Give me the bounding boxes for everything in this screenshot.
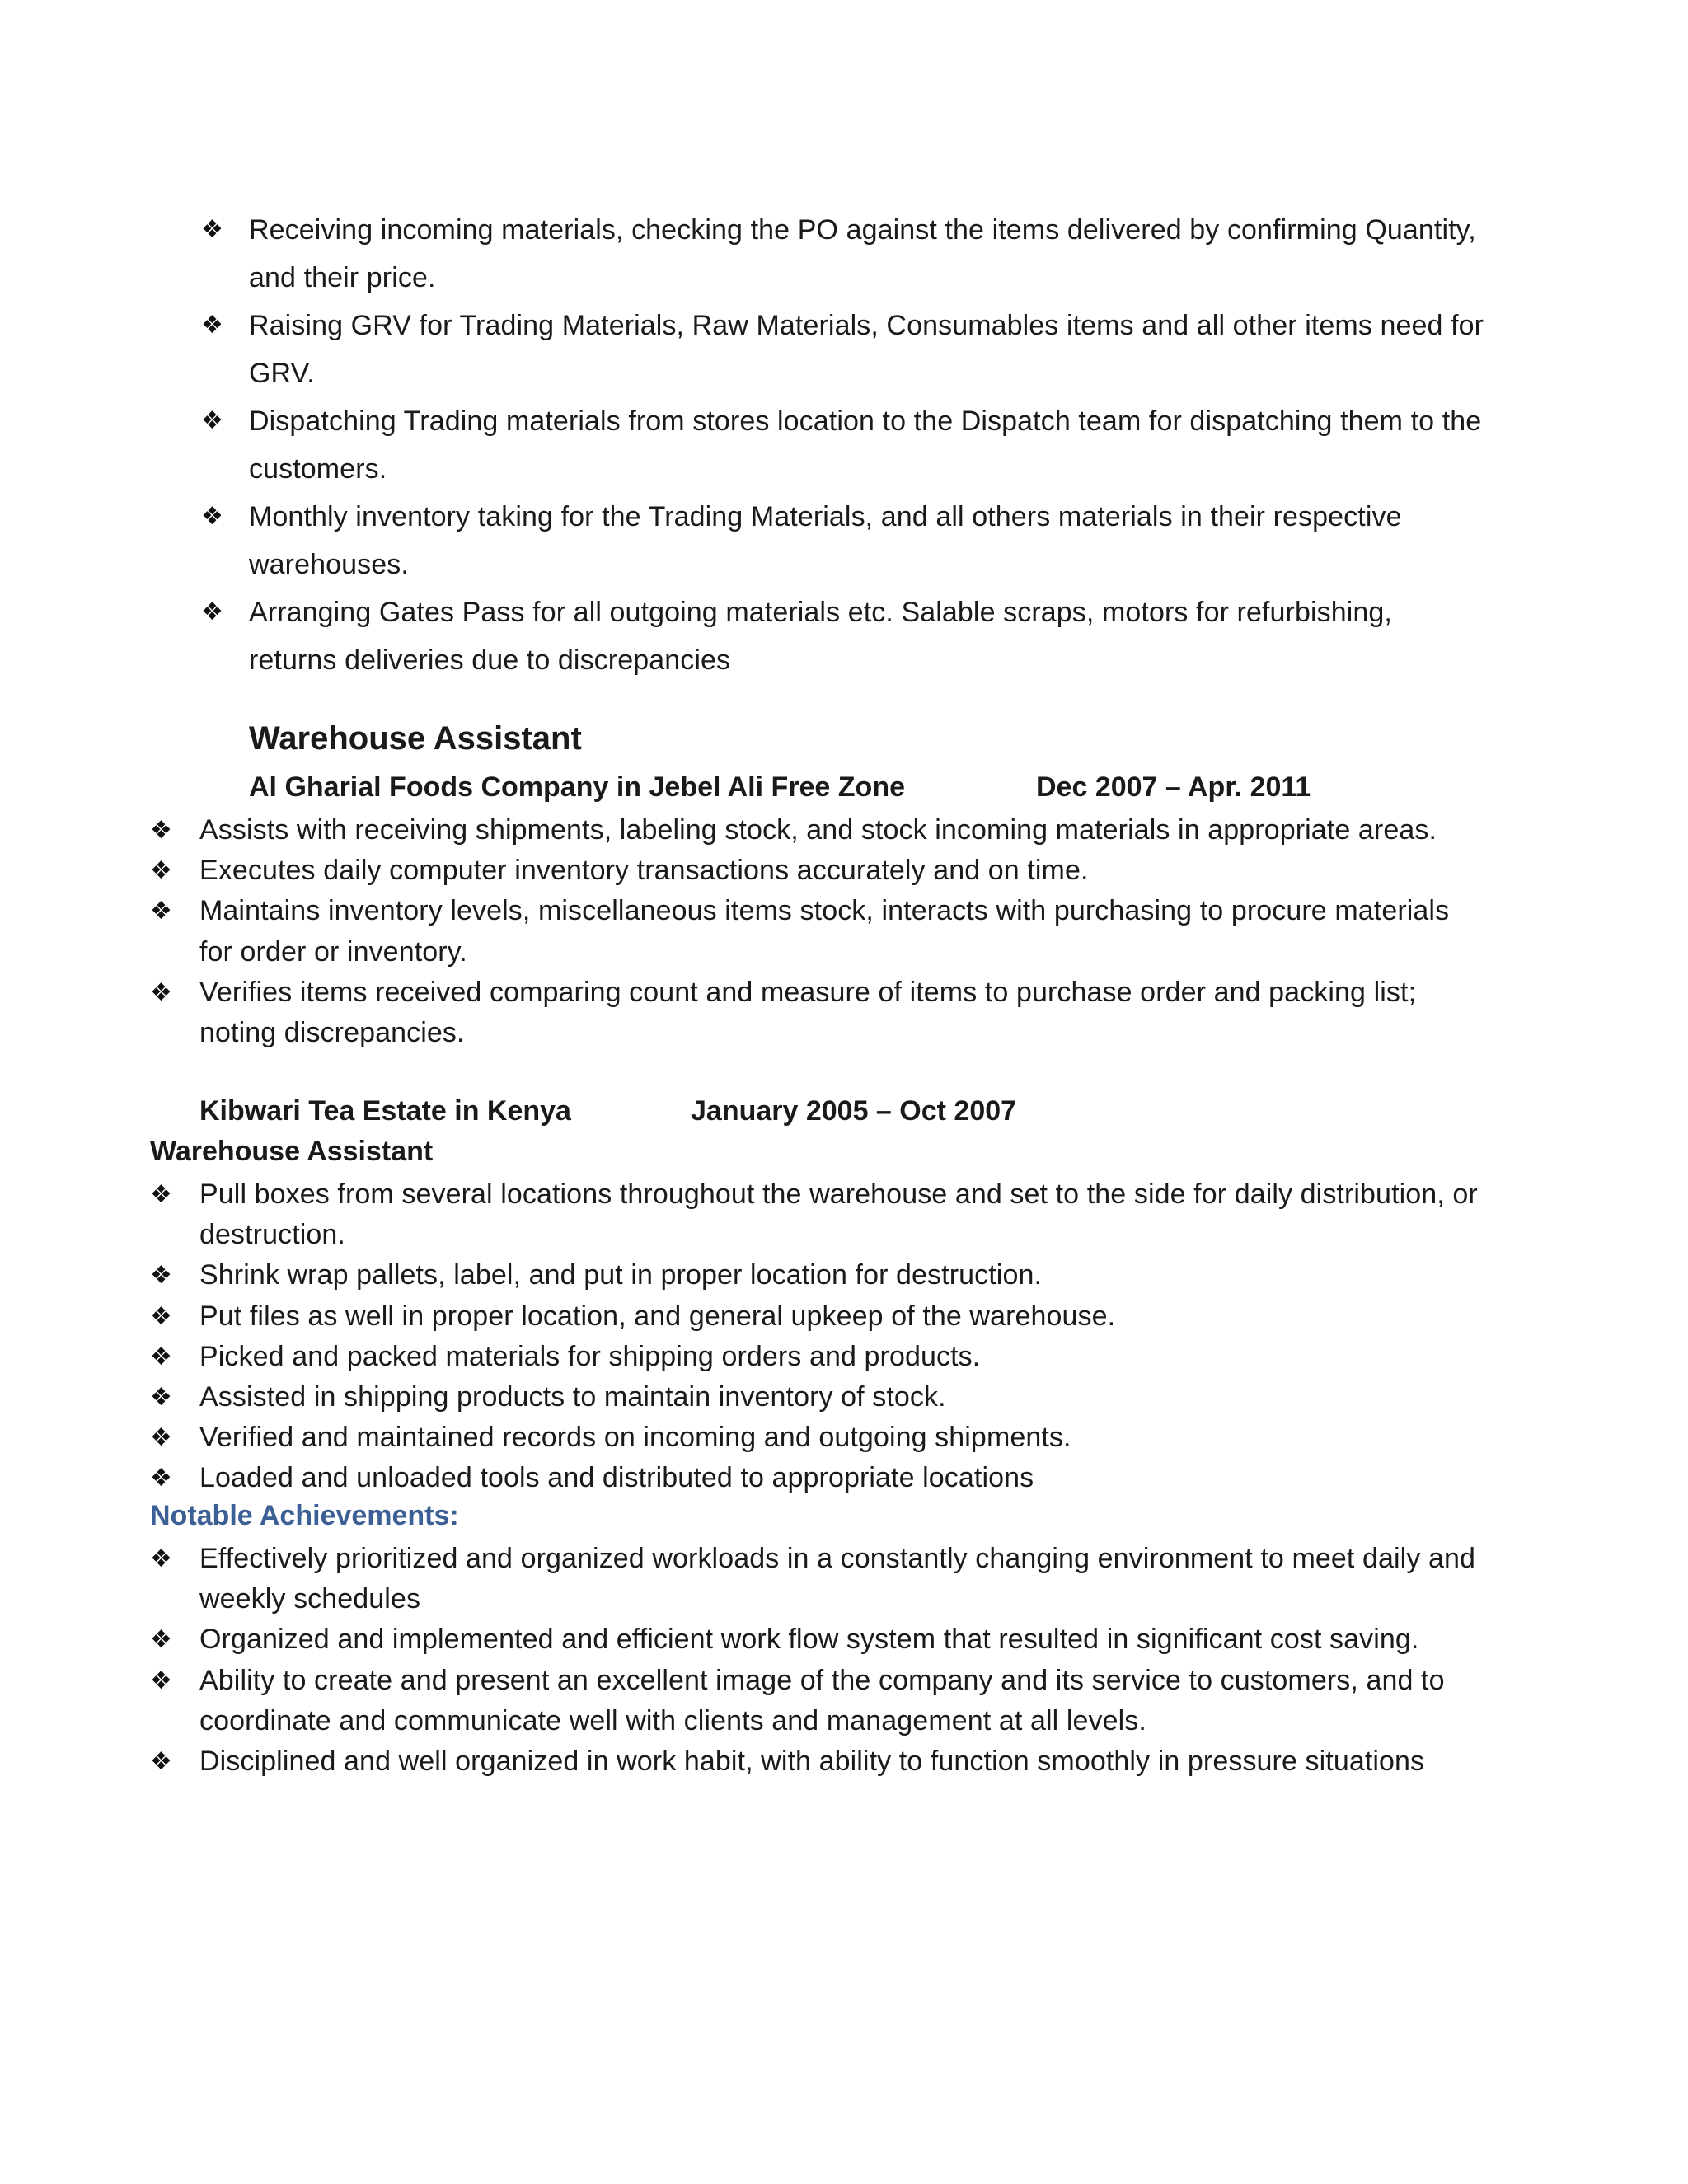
job1-company: Al Gharial Foods Company in Jebel Ali Free Zone bbox=[249, 771, 905, 803]
list-item-text: Effectively prioritized and organized workloads in a constantly changing environment to meet daily and weekly schedules bbox=[199, 1543, 1476, 1615]
responsibilities-list bbox=[201, 206, 1487, 684]
job2-company: Kibwari Tea Estate in Kenya bbox=[199, 1095, 571, 1127]
list-item-text: Assists with receiving shipments, labeling stock, and stock incoming materials in appropriate areas. bbox=[199, 814, 1437, 846]
list-item-text: Put files as well in proper location, and general upkeep of the warehouse. bbox=[199, 1300, 1116, 1332]
list-item bbox=[201, 588, 1487, 684]
list-item bbox=[150, 972, 1485, 1053]
list-item-text: Arranging Gates Pass for all outgoing materials etc. Salable scraps, motors for refurbishing, returns deliveries due to discrepancies bbox=[249, 597, 1392, 676]
diamond-bullet-icon: ❖ bbox=[150, 977, 172, 1007]
achievements-list bbox=[150, 1539, 1485, 1782]
job1-dates: Dec 2007 – Apr. 2011 bbox=[1036, 771, 1311, 803]
list-item bbox=[150, 1377, 1485, 1418]
list-item bbox=[201, 397, 1487, 493]
list-item bbox=[150, 1418, 1485, 1458]
list-item bbox=[150, 1337, 1485, 1377]
diamond-bullet-icon: ❖ bbox=[150, 816, 172, 845]
diamond-bullet-icon: ❖ bbox=[150, 1383, 172, 1413]
diamond-bullet-icon: ❖ bbox=[201, 406, 223, 435]
diamond-bullet-icon: ❖ bbox=[150, 1747, 172, 1777]
job1-duties-list bbox=[150, 810, 1485, 1053]
list-item bbox=[150, 1619, 1485, 1660]
diamond-bullet-icon: ❖ bbox=[150, 1301, 172, 1331]
list-item bbox=[201, 493, 1487, 588]
diamond-bullet-icon: ❖ bbox=[150, 1180, 172, 1209]
diamond-bullet-icon: ❖ bbox=[150, 1342, 172, 1371]
list-item bbox=[150, 1255, 1485, 1296]
list-item-text: Monthly inventory taking for the Trading Materials, and all others materials in their respective warehouses. bbox=[249, 501, 1402, 580]
list-item-text: Executes daily computer inventory transactions accurately and on time. bbox=[199, 855, 1089, 887]
list-item bbox=[150, 1741, 1485, 1782]
list-item-text: Pull boxes from several locations throughout the warehouse and set to the side for daily distribution, or destruction. bbox=[199, 1179, 1478, 1251]
list-item-text: Disciplined and well organized in work habit, with ability to function smoothly in pressure situations bbox=[199, 1746, 1425, 1778]
list-item bbox=[150, 1174, 1485, 1255]
job2-title: Warehouse Assistant bbox=[150, 1136, 434, 1167]
diamond-bullet-icon: ❖ bbox=[150, 856, 172, 886]
list-item bbox=[201, 206, 1487, 302]
list-item bbox=[150, 891, 1485, 972]
diamond-bullet-icon: ❖ bbox=[150, 1666, 172, 1695]
list-item bbox=[150, 1661, 1485, 1741]
list-item bbox=[201, 302, 1487, 397]
list-item-text: Assisted in shipping products to maintain inventory of stock. bbox=[199, 1381, 946, 1413]
diamond-bullet-icon: ❖ bbox=[150, 1261, 172, 1291]
list-item bbox=[150, 1539, 1485, 1619]
diamond-bullet-icon: ❖ bbox=[201, 311, 223, 340]
diamond-bullet-icon: ❖ bbox=[150, 1625, 172, 1655]
job1-title: Warehouse Assistant bbox=[249, 720, 582, 757]
list-item-text: Picked and packed materials for shipping orders and products. bbox=[199, 1340, 981, 1372]
list-item-text: Verifies items received comparing count and measure of items to purchase order and packing list; noting discrepancies. bbox=[199, 976, 1417, 1049]
list-item-text: Raising GRV for Trading Materials, Raw Materials, Consumables items and all other items need for GRV. bbox=[249, 310, 1484, 389]
list-item-text: Dispatching Trading materials from stores location to the Dispatch team for dispatching them to the customers. bbox=[249, 405, 1482, 485]
list-item bbox=[150, 1296, 1485, 1337]
job2-dates: January 2005 – Oct 2007 bbox=[691, 1095, 1017, 1127]
list-item-text: Receiving incoming materials, checking the PO against the items delivered by confirming Quantity, and their price. bbox=[249, 214, 1476, 293]
list-item-text: Shrink wrap pallets, label, and put in proper location for destruction. bbox=[199, 1259, 1043, 1291]
diamond-bullet-icon: ❖ bbox=[150, 1423, 172, 1453]
list-item-text: Maintains inventory levels, miscellaneous items stock, interacts with purchasing to procure materials for order or inventory. bbox=[199, 895, 1450, 968]
list-item bbox=[150, 1458, 1485, 1498]
list-item-text: Ability to create and present an excellent image of the company and its service to customers, and to coordinate and communicate well with clients and management at all levels. bbox=[199, 1664, 1445, 1736]
diamond-bullet-icon: ❖ bbox=[150, 897, 172, 926]
diamond-bullet-icon: ❖ bbox=[150, 1464, 172, 1493]
diamond-bullet-icon: ❖ bbox=[201, 215, 223, 244]
achievements-heading: Notable Achievements: bbox=[150, 1500, 459, 1531]
list-item bbox=[150, 851, 1485, 891]
list-item-text: Verified and maintained records on incoming and outgoing shipments. bbox=[199, 1422, 1071, 1454]
diamond-bullet-icon: ❖ bbox=[201, 598, 223, 626]
diamond-bullet-icon: ❖ bbox=[150, 1544, 172, 1573]
job2-duties-list bbox=[150, 1174, 1485, 1499]
list-item-text: Organized and implemented and efficient work flow system that resulted in significant cost saving. bbox=[199, 1624, 1419, 1656]
list-item bbox=[150, 810, 1485, 851]
diamond-bullet-icon: ❖ bbox=[201, 502, 223, 531]
list-item-text: Loaded and unloaded tools and distributed to appropriate locations bbox=[199, 1462, 1034, 1494]
